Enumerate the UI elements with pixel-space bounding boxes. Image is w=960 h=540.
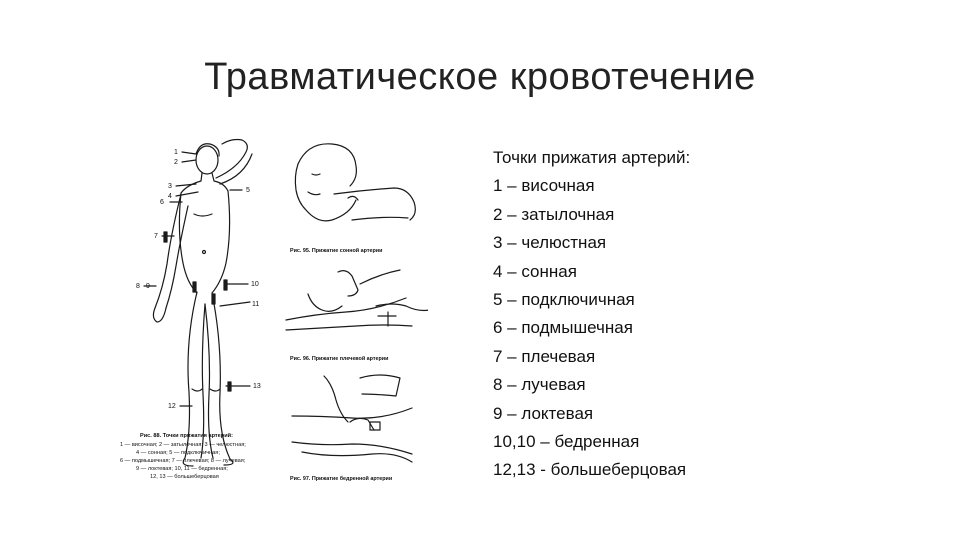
list-heading: Точки прижатия артерий: [493,148,691,167]
illustration-svg [112,134,428,494]
caption-88-line: 6 — подмышечная; 7 — плечевая; 8 — лучевая; [120,458,246,464]
marker-7: 7 [154,233,158,240]
carotid-pressure-drawing [295,144,415,221]
femoral-pressure-drawing [292,375,412,462]
marker-9: 9 [146,283,150,290]
caption-88-line: 9 — локтевая; 10, 11 — бедренная; [136,466,228,472]
human-figure [144,140,252,467]
marker-5: 5 [246,187,250,194]
marker-12: 12 [168,403,176,410]
caption-88-line: 1 — височная; 2 — затылочная; 3 — челюстная; [120,442,246,448]
marker-3: 3 [168,183,172,190]
marker-8: 8 [136,283,140,290]
list-item: 5 – подключичная [493,290,635,310]
list-item: 1 – височная [493,176,595,196]
caption-88-title: Рис. 88. Точки прижатия артерий: [140,433,233,439]
marker-13: 13 [253,383,261,390]
list-item: 7 – плечевая [493,346,596,366]
caption-88 [120,432,246,480]
list-item: 3 – челюстная [493,233,607,253]
marker-4: 4 [168,193,172,200]
list-item: 4 – сонная [493,261,577,281]
caption-97: Рис. 97. Прижатие бедренной артерии [290,476,393,482]
list-item: 2 – затылочная [493,204,615,224]
marker-6: 6 [160,199,164,206]
list-item: 10,10 – бедренная [493,432,640,452]
list-item: 12,13 - большеберцовая [493,460,687,480]
marker-10: 10 [251,281,259,288]
marker-1: 1 [174,149,178,156]
list-item: 9 – локтевая [493,403,594,423]
brachial-pressure-drawing [286,270,428,330]
slide-title: Травматическое кровотечение [204,56,756,98]
caption-95: Рис. 95. Прижатие сонной артерии [290,248,383,254]
artery-pressure-illustration [112,134,428,494]
caption-88-line: 4 — сонная; 5 — подключичная; [136,450,220,456]
marker-11: 11 [252,301,260,308]
marker-2: 2 [174,159,178,166]
list-item: 6 – подмышечная [493,318,633,338]
caption-88-line: 12, 13 — большеберцовая [150,474,219,480]
body-markers [136,149,261,410]
artery-points-list [493,144,913,485]
list-item: 8 – лучевая [493,375,586,395]
caption-96: Рис. 96. Прижатие плечевой артерии [290,356,389,362]
